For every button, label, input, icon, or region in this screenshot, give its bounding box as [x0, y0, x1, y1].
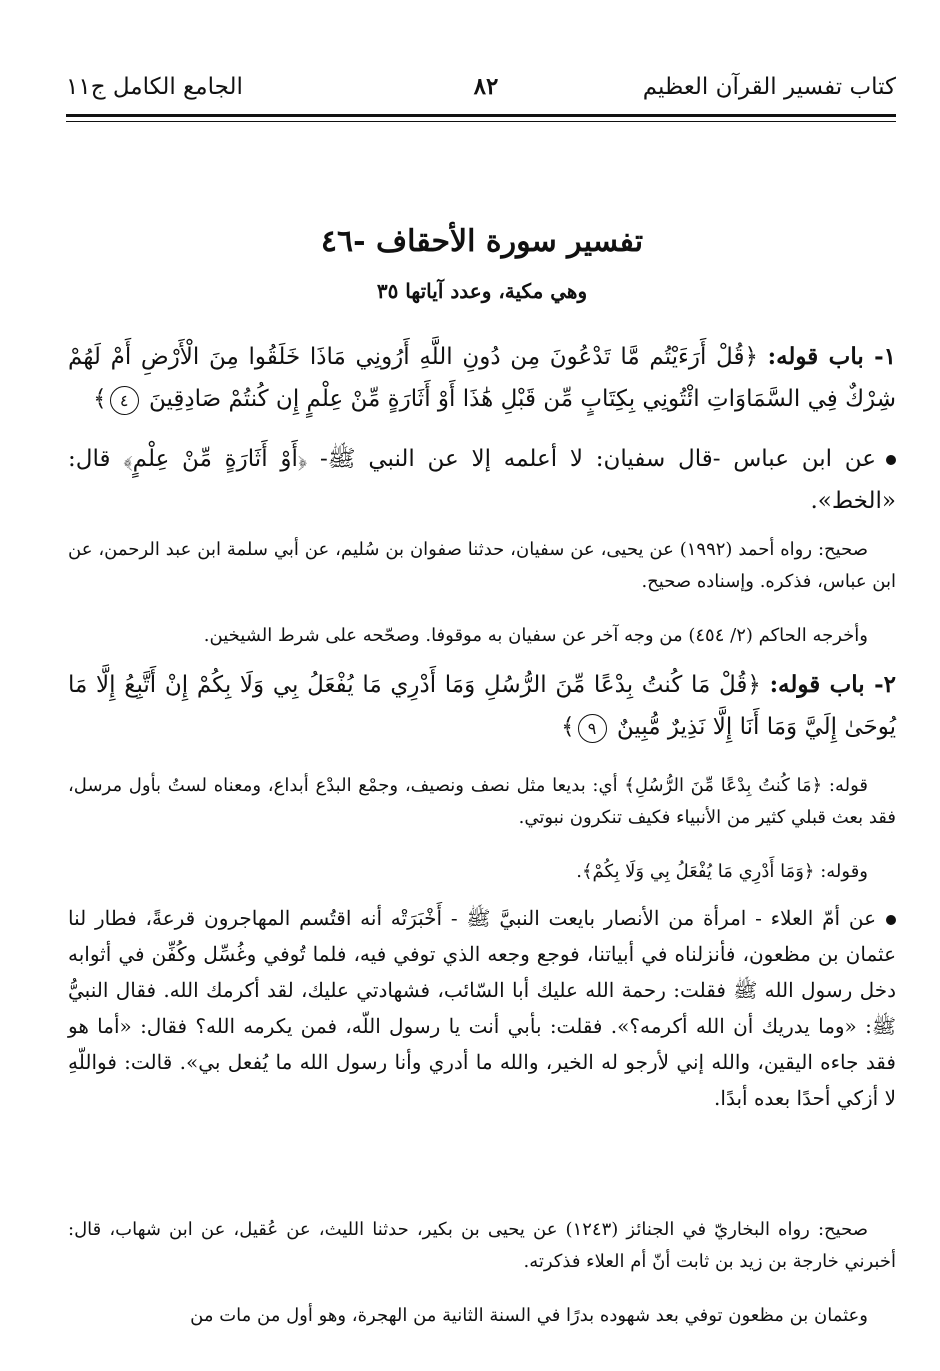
section1-label: ١- باب قوله:: [767, 343, 896, 370]
section2-heading: [68, 664, 896, 748]
section2-label: ٢- باب قوله:: [769, 671, 897, 698]
surah-subtitle: وهي مكية، وعدد آياتها ٣٥: [376, 279, 588, 303]
section2-hadith-text: عن أمّ العلاء - امرأة من الأنصار بايعت النبيَّ ﷺ - أَخْبَرَتْه أنه اقتُسم المهاجرون قرعةً، فطار لنا عثمان بن مظعون، فأنزلناه في أبياتنا، فوجع وجعه الذي توفي فيه، فلما تُوفي وغُسِّل وكُفِّن في أثوابه دخل رسول الله ﷺ فقلت: رحمة الله عليك أبا السّائب، فشهادتي عليك، لقد أكرمك الله. فقال النبيُّ ﷺ: «وما يدريك أن الله أكرمه؟». فقلت: بأبي أنت يا رسول اللّه، فمن يكرمه الله؟ فقال: «أما هو فقد جاءه اليقين، والله إني لأرجو له الخير، والله ما أدري وأنا رسول الله ما يُفعل بي». قالت: فواللّهِ لا أزكي أحدًا بعده أبدًا.: [68, 906, 896, 1110]
section2-takhrij1: صحيح: رواه البخاريّ في الجنائز (١٢٤٣) عن يحيى بن بكير، حدثنا الليث، عن عُقيل، عن ابن شهاب، قال: أخبرني خارجة بن زيد بن ثابت أنّ أم العلاء فذكرته.: [68, 1219, 896, 1272]
page-number: ٨٢: [473, 73, 499, 100]
section2-hadith: [68, 900, 896, 1116]
section1-heading: [68, 336, 896, 420]
section1-verse: ﴿قُلْ أَرَءَيْتُم مَّا تَدْعُونَ مِن دُونِ اللَّهِ أَرُونِي مَاذَا خَلَقُوا مِنَ الْأَرْضِ أَمْ لَهُمْ شِرْكٌ فِي السَّمَاوَاتِ ائْتُونِي بِكِتَابٍ مِّن قَبْلِ هَٰذَا أَوْ أَثَارَةٍ مِّنْ عِلْمٍ إِن كُنتُمْ صَادِقِينَ: [68, 344, 896, 412]
section1-takhrij1: صحيح: رواه أحمد (١٩٩٢) عن يحيى، عن سفيان، حدثنا صفوان بن سُليم، عن أبي سلمة ابن عبد الرحمن، عن ابن عباس، فذكره. وإسناده صحيح.: [68, 539, 896, 592]
volume-label: الجامع الكامل ج١١: [66, 74, 243, 100]
bullet-icon: [886, 915, 896, 925]
section2-verse: ﴿قُلْ مَا كُنتُ بِدْعًا مِّنَ الرُّسُلِ وَمَا أَدْرِي مَا يُفْعَلُ بِي وَلَا بِكُمْ إِنْ أَتَّبِعُ إِلَّا مَا يُوحَىٰ إِلَيَّ وَمَا أَنَا إِلَّا نَذِيرٌ مُّبِينٌ: [68, 672, 896, 740]
surah-title: تفسير سورة الأحقاف -٤٦: [320, 224, 644, 259]
section1-hadith: [68, 438, 896, 522]
verse-close: ﴾: [561, 714, 575, 740]
running-header: [66, 72, 896, 112]
header-rule-thin: [66, 121, 896, 122]
section2-note1: قوله: ﴿مَا كُنتُ بِدْعًا مِّنَ الرُّسُلِ﴾ أي: بديعا مثل نصف ونصيف، وجمْع البدْع أبداع، ومعناه لستُ بأول مرسل، فقد بعث قبلي كثير من الأنبياء فكيف تنكرون نبوتي.: [68, 775, 896, 828]
section2-note2: وقوله: ﴿وَمَا أَدْرِي مَا يُفْعَلُ بِي وَلَا بِكُمْ﴾.: [576, 861, 868, 882]
section2-takhrij2: وعثمان بن مظعون توفي بعد شهوده بدرًا في السنة الثانية من الهجرة، وهو أول من مات من: [190, 1305, 868, 1326]
verse-number-marker: ٩: [578, 714, 607, 743]
verse-close: ﴾: [93, 386, 107, 412]
book-title: كتاب تفسير القرآن العظيم: [642, 74, 896, 100]
section1-takhrij2: وأخرجه الحاكم (٢/ ٤٥٤) من وجه آخر عن سفيان به موقوفا. وصحّحه على شرط الشيخين.: [203, 625, 868, 646]
bullet-icon: [886, 455, 896, 465]
verse-number-marker: ٤: [110, 386, 139, 415]
header-rule-thick: [66, 114, 896, 117]
section1-hadith-text: عن ابن عباس -قال سفيان: لا أعلمه إلا عن النبي ﷺ- ﴿أَوْ أَثَارَةٍ مِّنْ عِلْمٍ﴾ قال: «الخط».: [68, 446, 896, 514]
